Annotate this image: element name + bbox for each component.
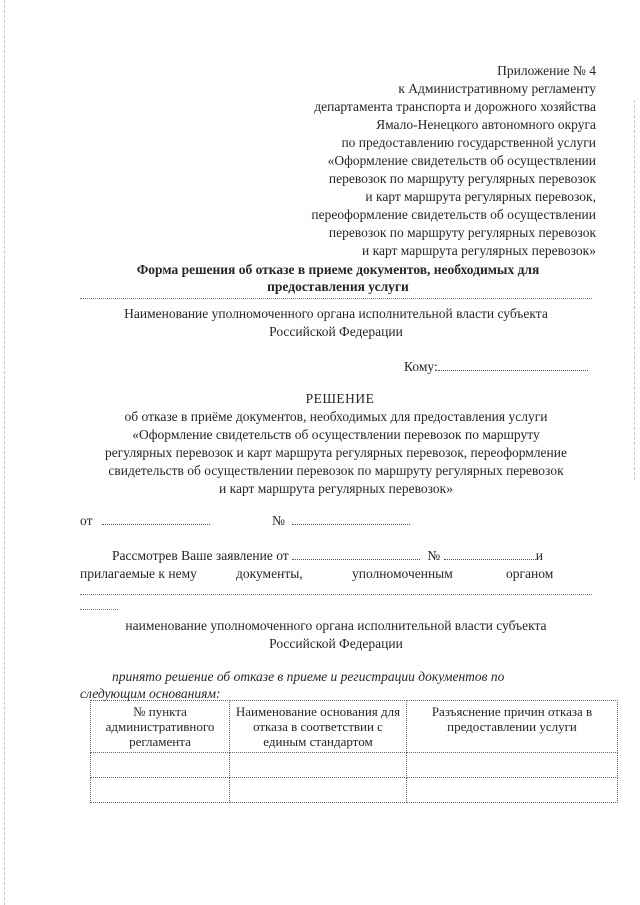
decision-line: свидетельств об осуществлении перевозок по маршруту регулярных перевозок [108,463,564,478]
appendix-line: к Административному регламенту [398,81,596,96]
appendix-line: перевозок по маршруту регулярных перевозок [328,225,596,240]
decision-line: об отказе в приёме документов, необходимых для предоставления услуги [124,409,548,424]
application-number-blank[interactable] [444,547,536,560]
considered-and: и [535,548,543,563]
considered-line [112,547,543,564]
authority-fill-line-2 [80,594,592,595]
decision-line: регулярных перевозок и карт маршрута регулярных перевозок, переоформление [105,445,567,460]
header-ground-name: Наименование основания для отказа в соответствии с единым стандартом [230,701,407,753]
application-date-blank[interactable] [292,547,420,560]
form-title-line: предоставления услуги [267,279,409,294]
decision-line: и карт маршрута регулярных перевозок» [219,481,453,496]
header-clause-number: № пункта административного регламента [91,701,230,753]
table-cell[interactable] [230,778,407,803]
table-cell[interactable] [91,778,230,803]
table-cell[interactable] [230,753,407,778]
table-header-row [91,701,618,753]
resolution-line: следующим основаниям: [80,686,221,701]
authority-caption-line: Российской Федерации [269,324,403,339]
authority-caption-line: Наименование уполномоченного органа исполнительной власти субъекта [124,306,548,321]
decision-heading: РЕШЕНИЕ [305,391,375,406]
appendix-number: Приложение № 4 [497,63,596,78]
recipient-field [404,358,588,375]
considered-word: прилагаемые к нему [80,566,197,581]
considered-word: документы, [236,566,303,581]
table-row [91,753,618,778]
header-explanation: Разъяснение причин отказа в предоставлении услуги [407,701,618,753]
authority-caption2-line: наименование уполномоченного органа исполнительной власти субъекта [125,618,547,633]
appendix-line: и карт маршрута регулярных перевозок, [365,189,596,204]
considered-word: органом [506,566,554,581]
authority-caption2-line: Российской Федерации [269,636,403,651]
number-blank[interactable] [292,512,410,525]
appendix-line: «Оформление свидетельств об осуществлении [327,153,596,168]
table-cell[interactable] [407,753,618,778]
table-cell[interactable] [91,753,230,778]
appendix-line: по предоставлению государственной услуги [341,135,596,150]
considered-text: Рассмотрев Ваше заявление от [112,548,289,563]
grounds-table [90,700,618,803]
resolution-line: принято решение об отказе в приеме и регистрации документов по [112,669,505,684]
form-title-line: Форма решения об отказе в приеме документов, необходимых для [136,262,540,277]
authority-fill-line [80,298,592,299]
appendix-line: и карт маршрута регулярных перевозок» [362,243,596,258]
appendix-line: перевозок по маршруту регулярных перевозок [328,171,596,186]
application-number-label: № [427,548,441,563]
appendix-line: переоформление свидетельств об осуществлении [311,207,596,222]
recipient-label: Кому: [404,359,438,374]
authority-fill-line-2b [80,609,118,610]
decision-line: «Оформление свидетельств об осуществлении перевозок по маршруту [132,427,540,442]
date-blank[interactable] [102,512,210,525]
appendix-line: департамента транспорта и дорожного хозяйства [314,99,596,114]
table-cell[interactable] [407,778,618,803]
recipient-blank[interactable] [438,358,588,371]
scan-edge-left [4,0,7,905]
appendix-line: Ямало-Ненецкого автономного округа [376,117,596,132]
considered-word: уполномоченным [352,566,453,581]
date-label: от [80,513,93,528]
table-row [91,778,618,803]
number-label: № [272,513,285,528]
number-field [272,512,410,529]
date-field [80,512,210,529]
